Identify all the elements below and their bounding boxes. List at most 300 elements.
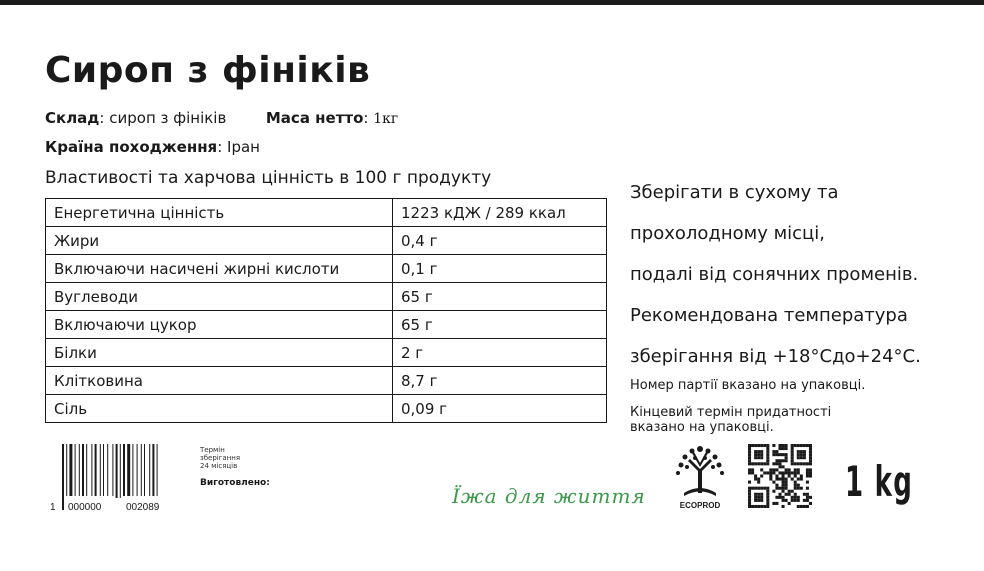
net-weight-large: 1 kg	[845, 457, 914, 506]
barcode-bar	[95, 444, 97, 498]
qr-module	[794, 444, 797, 447]
qr-module	[800, 505, 803, 508]
qr-module	[797, 505, 800, 508]
qr-module	[809, 450, 812, 453]
qr-module	[788, 468, 791, 471]
qr-module	[791, 453, 794, 456]
qr-module	[797, 496, 800, 499]
qr-module	[760, 493, 763, 496]
qr-module	[766, 496, 769, 499]
qr-module	[809, 502, 812, 505]
qr-module	[794, 468, 797, 471]
qr-module	[797, 453, 800, 456]
barcode-bar	[62, 444, 64, 510]
batch-note: Номер партії вказано на упаковці.	[630, 378, 866, 393]
qr-module	[775, 487, 778, 490]
qr-module	[809, 474, 812, 477]
qr-module	[806, 493, 809, 496]
qr-module	[748, 496, 751, 499]
qr-module	[757, 462, 760, 465]
barcode-bar	[82, 444, 84, 498]
qr-module	[803, 444, 806, 447]
qr-module	[766, 453, 769, 456]
barcode-bar	[149, 444, 150, 498]
slogan: Їжа для життя	[452, 484, 646, 508]
barcode-bar	[69, 444, 72, 498]
expiry-note	[630, 405, 831, 435]
qr-module	[754, 453, 757, 456]
barcode-bar	[75, 444, 76, 498]
nutrition-row	[46, 227, 607, 255]
qr-module	[760, 444, 763, 447]
qr-module	[803, 456, 806, 459]
qr-module	[782, 444, 785, 447]
nutrient-value: 0,09 г	[393, 395, 607, 423]
qr-module	[772, 462, 775, 465]
qr-module	[757, 478, 760, 481]
qr-module	[803, 450, 806, 453]
qr-module	[785, 493, 788, 496]
qr-module	[772, 468, 775, 471]
barcode-bar	[137, 444, 138, 498]
barcode-bar	[152, 444, 154, 498]
qr-module	[809, 453, 812, 456]
nutrition-row	[46, 283, 607, 311]
qr-module	[763, 505, 766, 508]
qr-module	[809, 496, 812, 499]
qr-module	[760, 453, 763, 456]
qr-module	[778, 471, 781, 474]
qr-module	[788, 502, 791, 505]
composition-line: Склад: сироп з фініків Маса нетто: 1кг	[45, 109, 399, 127]
qr-module	[794, 474, 797, 477]
qr-module	[769, 474, 772, 477]
nutrient-value: 0,4 г	[393, 227, 607, 255]
qr-module	[760, 487, 763, 490]
qr-module	[766, 462, 769, 465]
qr-module	[748, 505, 751, 508]
qr-module	[766, 487, 769, 490]
qr-module	[754, 474, 757, 477]
origin-value: Іран	[227, 138, 260, 156]
qr-module	[806, 496, 809, 499]
qr-module	[797, 462, 800, 465]
qr-module	[806, 487, 809, 490]
barcode-bar	[120, 444, 121, 498]
qr-module	[803, 493, 806, 496]
qr-module	[785, 487, 788, 490]
qr-module	[760, 496, 763, 499]
shelf-life-line: 24 місяців	[200, 462, 238, 470]
qr-module	[785, 453, 788, 456]
qr-module	[806, 505, 809, 508]
barcode-bar	[132, 444, 133, 498]
qr-module	[797, 478, 800, 481]
qr-module	[794, 499, 797, 502]
qr-module	[766, 493, 769, 496]
nutrient-name: Сіль	[46, 395, 393, 423]
qr-module	[803, 499, 806, 502]
qr-module	[766, 490, 769, 493]
qr-module	[782, 474, 785, 477]
nutrition-row	[46, 367, 607, 395]
qr-module	[754, 444, 757, 447]
qr-module	[794, 493, 797, 496]
qr-module	[809, 447, 812, 450]
qr-module	[788, 474, 791, 477]
qr-module	[754, 450, 757, 453]
barcode-digit-first: 1	[50, 502, 56, 513]
qr-module	[775, 502, 778, 505]
qr-module	[788, 490, 791, 493]
qr-module	[797, 456, 800, 459]
qr-module	[785, 468, 788, 471]
qr-module	[797, 444, 800, 447]
qr-module	[748, 471, 751, 474]
qr-module	[772, 453, 775, 456]
qr-module	[788, 471, 791, 474]
nutrient-value: 2 г	[393, 339, 607, 367]
qr-module	[800, 450, 803, 453]
qr-module	[763, 462, 766, 465]
qr-module	[809, 444, 812, 447]
qr-module	[782, 496, 785, 499]
qr-module	[748, 502, 751, 505]
qr-module	[778, 447, 781, 450]
origin-label: Країна походження	[45, 138, 218, 156]
qr-module	[791, 499, 794, 502]
qr-module	[748, 481, 751, 484]
qr-module	[775, 484, 778, 487]
qr-module	[754, 456, 757, 459]
nutrition-row	[46, 311, 607, 339]
qr-module	[797, 484, 800, 487]
nutrient-value: 65 г	[393, 311, 607, 339]
qr-module	[782, 490, 785, 493]
nutrient-name: Включаючи насичені жирні кислоти	[46, 255, 393, 283]
qr-module	[748, 456, 751, 459]
qr-module	[785, 456, 788, 459]
qr-module	[800, 487, 803, 490]
qr-module	[806, 462, 809, 465]
qr-module	[775, 478, 778, 481]
qr-module	[809, 459, 812, 462]
qr-module	[809, 462, 812, 465]
qr-module	[797, 468, 800, 471]
qr-module	[769, 471, 772, 474]
qr-module	[778, 478, 781, 481]
qr-module	[778, 462, 781, 465]
qr-module	[791, 478, 794, 481]
qr-module	[754, 487, 757, 490]
qr-module	[748, 487, 751, 490]
qr-module	[760, 468, 763, 471]
qr-module	[788, 493, 791, 496]
nutrition-heading: Властивості та харчова цінність в 100 г продукту	[45, 168, 492, 188]
qr-module	[806, 468, 809, 471]
qr-module	[748, 459, 751, 462]
qr-module	[791, 450, 794, 453]
qr-module	[760, 474, 763, 477]
qr-module	[748, 462, 751, 465]
nutrition-row	[46, 255, 607, 283]
qr-module	[806, 499, 809, 502]
qr-module	[782, 484, 785, 487]
shelf-life-line: зберігання	[200, 454, 241, 462]
qr-module	[797, 499, 800, 502]
tree-icon	[676, 446, 724, 496]
barcode-bar	[116, 444, 118, 498]
qr-module	[782, 465, 785, 468]
qr-module	[751, 468, 754, 471]
qr-module	[803, 462, 806, 465]
qr-module	[769, 468, 772, 471]
qr-module	[785, 484, 788, 487]
qr-module	[794, 496, 797, 499]
shelf-life-line: Термін	[200, 446, 225, 454]
qr-module	[748, 444, 751, 447]
qr-module	[754, 478, 757, 481]
qr-module	[757, 453, 760, 456]
brand-label: ECOPROD	[679, 501, 721, 510]
qr-module	[754, 496, 757, 499]
barcode-bar	[91, 444, 92, 498]
ecoprod-logo	[670, 443, 730, 513]
qr-module	[757, 487, 760, 490]
qr-module	[748, 453, 751, 456]
qr-module	[791, 496, 794, 499]
qr-module	[794, 481, 797, 484]
qr-module	[806, 481, 809, 484]
qr-module	[766, 499, 769, 502]
qr-module	[791, 456, 794, 459]
qr-module	[782, 453, 785, 456]
qr-module	[800, 456, 803, 459]
qr-module	[797, 450, 800, 453]
barcode-bar	[127, 444, 130, 498]
qr-module	[757, 444, 760, 447]
qr-module	[766, 450, 769, 453]
qr-module	[803, 453, 806, 456]
qr-module	[772, 490, 775, 493]
qr-module	[778, 496, 781, 499]
qr-module	[778, 487, 781, 490]
nutrient-value: 0,1 г	[393, 255, 607, 283]
qr-module	[791, 462, 794, 465]
qr-module	[778, 493, 781, 496]
qr-module	[763, 471, 766, 474]
qr-module	[763, 487, 766, 490]
storage-line: Зберігати в сухому та	[630, 182, 839, 203]
qr-module	[782, 447, 785, 450]
qr-module	[751, 505, 754, 508]
composition-value: сироп з фініків	[109, 109, 227, 127]
qr-module	[794, 484, 797, 487]
composition-label: Склад	[45, 109, 100, 127]
barcode-bar	[79, 444, 80, 498]
qr-module	[782, 481, 785, 484]
qr-module	[785, 459, 788, 462]
nutrient-name: Вуглеводи	[46, 283, 393, 311]
qr-module	[797, 487, 800, 490]
shelf-life	[200, 446, 240, 470]
qr-module	[794, 462, 797, 465]
qr-module	[766, 502, 769, 505]
qr-module	[754, 505, 757, 508]
qr-module	[775, 459, 778, 462]
qr-module	[782, 499, 785, 502]
qr-module	[785, 444, 788, 447]
barcode-bar	[100, 444, 101, 498]
qr-module	[766, 444, 769, 447]
qr-module	[782, 487, 785, 490]
qr-module	[772, 481, 775, 484]
net-mass-label: Маса нетто	[265, 109, 364, 127]
barcode-group-2: 002089	[126, 502, 160, 513]
nutrition-row	[46, 199, 607, 227]
qr-module	[760, 456, 763, 459]
qr-module	[791, 490, 794, 493]
qr-module	[760, 450, 763, 453]
qr-module	[757, 481, 760, 484]
net-mass-value: 1кг	[373, 111, 399, 127]
storage-line: Рекомендована температура	[630, 305, 908, 326]
storage-line: прохолодному місці,	[630, 223, 826, 244]
qr-module	[766, 456, 769, 459]
qr-module	[782, 471, 785, 474]
barcode-group-1: 000000	[68, 502, 102, 513]
qr-module	[800, 444, 803, 447]
qr-module	[809, 468, 812, 471]
qr-module	[757, 505, 760, 508]
qr-module	[748, 447, 751, 450]
qr-module	[791, 444, 794, 447]
qr-module	[760, 499, 763, 502]
qr-module	[800, 453, 803, 456]
qr-module	[754, 493, 757, 496]
nutrient-value: 65 г	[393, 283, 607, 311]
qr-module	[772, 471, 775, 474]
qr-module	[809, 456, 812, 459]
qr-module	[772, 444, 775, 447]
qr-module	[785, 481, 788, 484]
nutrient-name: Клітковина	[46, 367, 393, 395]
qr-module	[800, 478, 803, 481]
storage-line: зберігання від +18°Сдо+24°С.	[630, 346, 921, 367]
origin-line: Країна походження: Іран	[45, 138, 260, 156]
qr-module	[778, 444, 781, 447]
qr-module	[748, 490, 751, 493]
qr-module	[751, 444, 754, 447]
qr-module	[760, 462, 763, 465]
nutrient-name: Включаючи цукор	[46, 311, 393, 339]
qr-module	[754, 462, 757, 465]
qr-module	[806, 471, 809, 474]
qr-module	[757, 496, 760, 499]
manufactured-label: Виготовлено:	[200, 478, 270, 488]
qr-module	[751, 487, 754, 490]
storage-instructions	[630, 172, 921, 377]
qr-module	[806, 474, 809, 477]
qr-module	[772, 502, 775, 505]
qr-module	[797, 471, 800, 474]
qr-module	[782, 505, 785, 508]
qr-module	[766, 505, 769, 508]
qr-module	[757, 493, 760, 496]
barcode-bar	[141, 444, 142, 498]
qr-module	[772, 450, 775, 453]
barcode-bar	[86, 444, 87, 498]
qr-module	[775, 468, 778, 471]
top-bar	[0, 0, 984, 5]
expiry-note-line: вказано на упаковці.	[630, 420, 774, 435]
qr-module	[775, 462, 778, 465]
qr-module	[760, 505, 763, 508]
qr-module	[806, 444, 809, 447]
barcode	[50, 444, 190, 514]
qr-module	[748, 493, 751, 496]
qr-module	[757, 450, 760, 453]
qr-module	[782, 478, 785, 481]
qr-module	[800, 474, 803, 477]
qr-module	[748, 499, 751, 502]
qr-module	[769, 478, 772, 481]
qr-module	[778, 459, 781, 462]
storage-line: подалі від сонячних променів.	[630, 264, 919, 285]
qr-module	[757, 456, 760, 459]
qr-module	[800, 462, 803, 465]
qr-module	[794, 471, 797, 474]
qr-code	[748, 444, 812, 508]
qr-module	[778, 453, 781, 456]
nutrient-value: 1223 кДЖ / 289 ккал	[393, 199, 607, 227]
qr-module	[782, 459, 785, 462]
qr-module	[751, 471, 754, 474]
qr-module	[775, 474, 778, 477]
nutrition-row	[46, 339, 607, 367]
nutrient-value: 8,7 г	[393, 367, 607, 395]
nutrition-row	[46, 395, 607, 423]
qr-module	[748, 468, 751, 471]
qr-module	[766, 471, 769, 474]
barcode-bar	[123, 444, 125, 498]
barcode-bar	[107, 444, 108, 498]
qr-module	[757, 499, 760, 502]
qr-module	[775, 453, 778, 456]
qr-module	[763, 444, 766, 447]
qr-module	[748, 450, 751, 453]
qr-module	[785, 478, 788, 481]
barcode-bar	[144, 444, 145, 498]
nutrition-table	[45, 198, 607, 423]
qr-module	[766, 447, 769, 450]
qr-module	[791, 447, 794, 450]
barcode-bar	[103, 444, 104, 498]
qr-module	[791, 471, 794, 474]
qr-module	[754, 499, 757, 502]
qr-module	[791, 459, 794, 462]
expiry-note-line: Кінцевий термін придатності	[630, 405, 832, 420]
qr-module	[775, 450, 778, 453]
nutrient-name: Жири	[46, 227, 393, 255]
qr-module	[785, 471, 788, 474]
qr-module	[809, 471, 812, 474]
qr-module	[785, 447, 788, 450]
product-title: Сироп з фініків	[45, 50, 371, 91]
qr-module	[803, 505, 806, 508]
qr-module	[766, 459, 769, 462]
qr-module	[775, 496, 778, 499]
